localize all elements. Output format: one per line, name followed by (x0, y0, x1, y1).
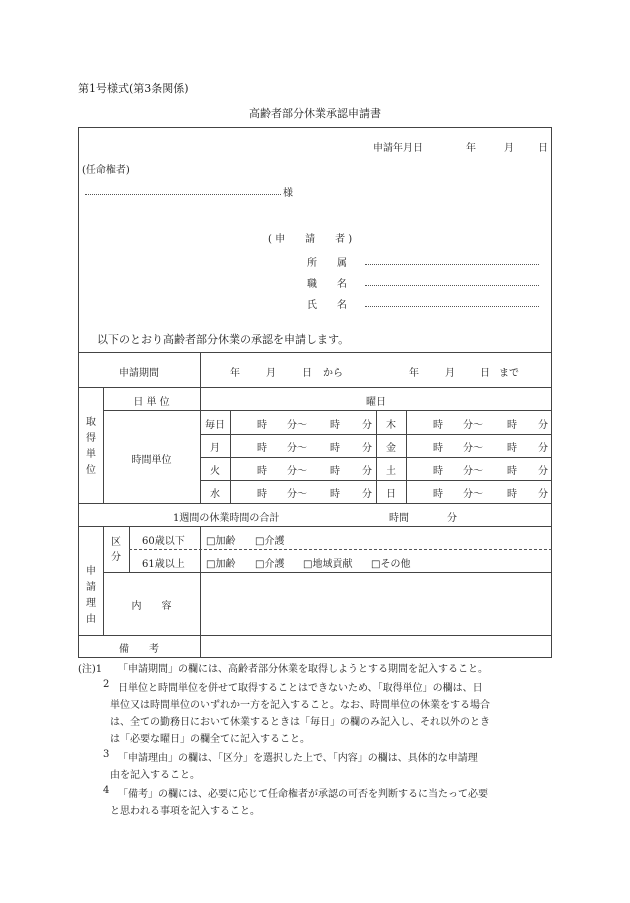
remarks-label: 備 考 (119, 644, 159, 655)
unit-side-char: 位 (86, 465, 96, 476)
weekday-label: 火 (210, 466, 220, 477)
time-hour-unit: 時 (330, 420, 340, 431)
note-line: は、全ての勤務日において休業するときは「毎日」の欄のみ記入し、それ以外のとき (110, 717, 490, 728)
period-from-suffix: から (323, 368, 343, 379)
period-to-suffix: まで (499, 368, 519, 379)
reason-side-char: 由 (86, 614, 96, 625)
note-line: 「備考」の欄には、必要に応じて任命権者が承認の可否を判断するに当たって必要 (118, 789, 488, 800)
time-minute-unit: 分〜 (287, 443, 307, 454)
remarks-field[interactable] (201, 636, 551, 657)
note-prefix: 2 (103, 679, 110, 690)
note-line: 単位又は時間単位のいずれか一方を記入すること。なお、時間単位の休業をする場合 (110, 700, 490, 711)
affiliation-field[interactable] (365, 252, 539, 265)
category-char: 分 (111, 552, 121, 563)
date-month-unit: 月 (504, 143, 514, 154)
position-field[interactable] (365, 273, 539, 286)
time-minute-unit: 分 (362, 420, 372, 431)
name-label: 氏 名 (307, 300, 347, 311)
content-label: 内 容 (131, 601, 172, 612)
weekly-total-minutes-unit: 分 (447, 513, 457, 524)
request-sentence: 以下のとおり高齢者部分休業の承認を申請します。 (97, 333, 350, 346)
time-minute-unit: 分 (538, 489, 548, 500)
affiliation-label: 所 属 (307, 258, 347, 269)
date-year-unit: 年 (466, 143, 476, 154)
checkbox-aging-60[interactable]: □加齢 (206, 536, 236, 547)
weekday-label: 毎日 (205, 420, 225, 431)
time-minute-unit: 分〜 (287, 466, 307, 477)
time-hour-unit: 時 (507, 420, 517, 431)
time-minute-unit: 分 (538, 420, 548, 431)
time-hour-unit: 時 (330, 443, 340, 454)
checkbox-aging-61[interactable]: □加齢 (206, 559, 236, 570)
reason-side-char: 請 (86, 582, 96, 593)
note-prefix: (注)1 (78, 664, 103, 675)
form-title: 高齢者部分休業承認申請書 (249, 107, 381, 120)
reason-side-char: 申 (86, 566, 96, 577)
unit-side-char: 得 (86, 433, 96, 444)
time-hour-unit: 時 (257, 489, 267, 500)
age-60-below-label: 60歳以下 (142, 536, 185, 547)
period-to-month: 月 (445, 368, 455, 379)
day-unit-label: 日 単 位 (133, 397, 170, 408)
reason-side-label (84, 564, 98, 628)
time-hour-unit: 時 (330, 466, 340, 477)
period-to-day: 日 (480, 368, 490, 379)
weekly-total-label: 1週間の休業時間の合計 (173, 513, 280, 524)
period-from-day: 日 (302, 368, 312, 379)
note-line: 由を記入すること。 (110, 770, 200, 781)
time-hour-unit: 時 (507, 489, 517, 500)
weekday-label: 木 (386, 420, 396, 431)
category-char: 区 (111, 537, 121, 548)
weekday-label: 月 (210, 443, 220, 454)
time-hour-unit: 時 (433, 443, 443, 454)
note-line: と思われる事項を記入すること。 (110, 806, 260, 817)
period-from-month: 月 (266, 368, 276, 379)
time-hour-unit: 時 (330, 489, 340, 500)
content-field[interactable] (201, 573, 551, 635)
time-minute-unit: 分〜 (463, 489, 483, 500)
name-field[interactable] (365, 294, 539, 307)
reason-side-char: 理 (86, 598, 96, 609)
date-day-unit: 日 (538, 143, 548, 154)
position-label: 職 名 (307, 279, 347, 290)
weekly-total-hours-unit: 時間 (389, 513, 409, 524)
form-number: 第1号様式(第3条関係) (78, 82, 189, 95)
time-hour-unit: 時 (433, 466, 443, 477)
appointer-label: (任命権者) (82, 165, 130, 176)
note-line: 「申請理由」の欄は、「区分」を選択した上で、「内容」の欄は、具体的な申請理 (118, 753, 478, 764)
note-line: は「必要な曜日」の欄全てに記入すること。 (110, 734, 310, 745)
unit-side-char: 単 (86, 449, 96, 460)
checkbox-care-60[interactable]: □介護 (255, 536, 285, 547)
time-minute-unit: 分〜 (463, 466, 483, 477)
time-minute-unit: 分〜 (463, 443, 483, 454)
time-minute-unit: 分 (362, 443, 372, 454)
note-line: 「申請期間」の欄には、高齢者部分休業を取得しようとする期間を記入すること。 (118, 664, 488, 675)
time-hour-unit: 時 (257, 466, 267, 477)
time-unit-label: 時間単位 (131, 455, 172, 466)
time-minute-unit: 分〜 (287, 489, 307, 500)
time-hour-unit: 時 (433, 420, 443, 431)
appointer-name-field[interactable] (85, 182, 281, 195)
note-prefix: 4 (103, 785, 110, 796)
period-to-year: 年 (409, 368, 419, 379)
note-prefix: 3 (103, 749, 110, 760)
time-hour-unit: 時 (507, 443, 517, 454)
weekday-header: 曜日 (366, 397, 386, 408)
time-hour-unit: 時 (257, 443, 267, 454)
weekday-label: 日 (386, 489, 396, 500)
checkbox-care-61[interactable]: □介護 (255, 559, 285, 570)
checkbox-community-61[interactable]: □地域貢献 (303, 559, 353, 570)
time-minute-unit: 分 (538, 443, 548, 454)
honorific: 様 (283, 188, 293, 199)
time-hour-unit: 時 (257, 420, 267, 431)
age-61-above-label: 61歳以上 (142, 559, 185, 570)
unit-side-char: 取 (86, 417, 96, 428)
applicant-heading: ( 申 請 者 ) (268, 234, 353, 245)
time-hour-unit: 時 (507, 466, 517, 477)
time-minute-unit: 分 (362, 466, 372, 477)
unit-side-label (84, 415, 98, 479)
time-minute-unit: 分 (538, 466, 548, 477)
period-label: 申請期間 (119, 368, 159, 379)
weekday-label: 水 (210, 489, 220, 500)
time-minute-unit: 分〜 (463, 420, 483, 431)
category-label (109, 535, 123, 565)
time-minute-unit: 分 (362, 489, 372, 500)
time-minute-unit: 分〜 (287, 420, 307, 431)
application-date-label: 申請年月日 (373, 143, 423, 154)
weekday-label: 金 (386, 443, 396, 454)
note-line: 日単位と時間単位を併せて取得することはできないため、「取得単位」の欄は、日 (118, 683, 483, 694)
time-hour-unit: 時 (433, 489, 443, 500)
period-from-year: 年 (230, 368, 240, 379)
weekday-label: 土 (386, 466, 396, 477)
checkbox-other-61[interactable]: □その他 (371, 559, 411, 570)
